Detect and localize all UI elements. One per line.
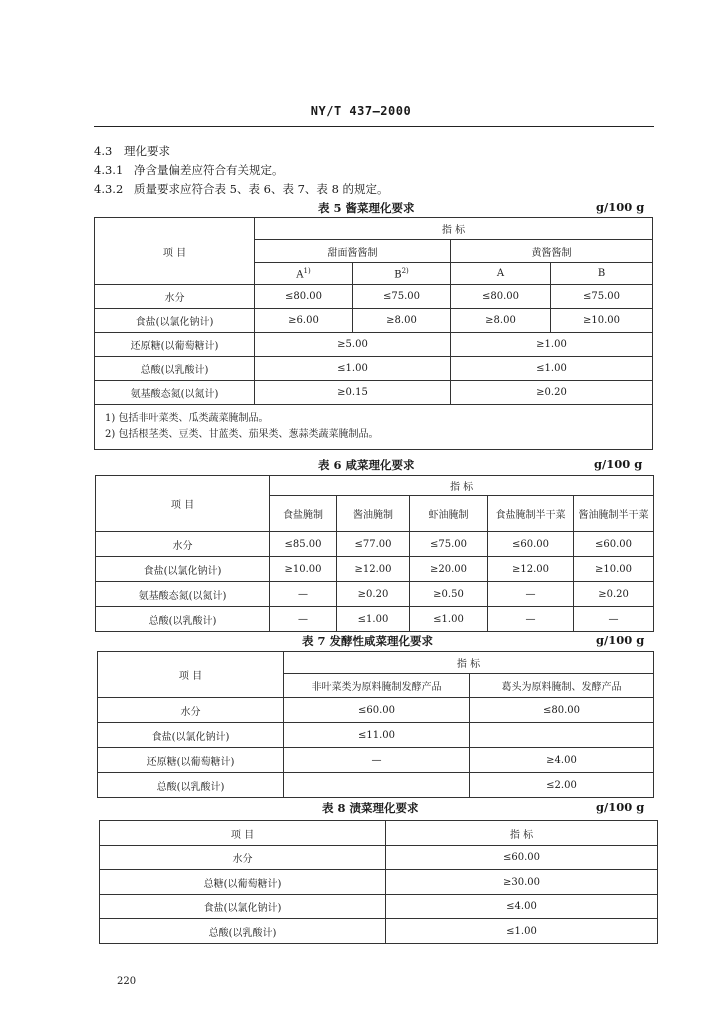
table7 [97, 651, 654, 798]
table7-title: 表 7 发酵性咸菜理化要求 [302, 634, 434, 648]
cell: ≤60.00 [386, 846, 658, 870]
table5-col-a1 [255, 263, 353, 285]
row-label: 氨基酸态氮(以氮计) [96, 582, 270, 607]
row-label: 水分 [95, 285, 255, 309]
table6-item-header: 项 目 [96, 476, 270, 532]
cell: ≤1.00 [410, 607, 488, 632]
footnote-1: 1) 包括非叶菜类、瓜类蔬菜腌制品。 [105, 413, 269, 424]
clause-number: 4.3.2 [94, 182, 124, 196]
cell: ≥0.20 [574, 582, 654, 607]
table7-col-header: 葛头为原料腌制、发酵产品 [470, 674, 654, 698]
table5-indicator-header: 指 标 [255, 218, 653, 240]
cell: ≥0.20 [337, 582, 410, 607]
table5-title: 表 5 酱菜理化要求 [318, 201, 415, 215]
clause-text: 质量要求应符合表 5、表 6、表 7、表 8 的规定。 [134, 182, 389, 196]
table7-unit: g/100 g [596, 633, 645, 647]
table-row [100, 919, 658, 944]
footnote-ref: 2) [401, 266, 409, 275]
cell: ≤1.00 [255, 357, 451, 381]
cell: ≥0.20 [451, 381, 653, 405]
table6-col-header: 食盐腌制 [270, 496, 337, 532]
table6-unit: g/100 g [594, 457, 643, 471]
cell: ≤75.00 [551, 285, 653, 309]
cell: ≥1.00 [451, 333, 653, 357]
table-row [96, 607, 654, 632]
cell: — [488, 607, 574, 632]
cell: ≥0.15 [255, 381, 451, 405]
cell: ≥20.00 [410, 557, 488, 582]
table6-title: 表 6 咸菜理化要求 [318, 458, 415, 472]
table-row [98, 723, 654, 748]
row-label: 总糖(以葡萄糖计) [100, 870, 386, 895]
cell: ≤4.00 [386, 895, 658, 919]
table-row [95, 309, 653, 333]
cell: ≤11.00 [284, 723, 470, 748]
cell: ≤85.00 [270, 532, 337, 557]
cell: ≤60.00 [574, 532, 654, 557]
col-label: B [394, 269, 402, 281]
row-label: 还原糖(以葡萄糖计) [98, 748, 284, 773]
table-row [98, 748, 654, 773]
table-notes [95, 405, 653, 450]
cell: ≥8.00 [353, 309, 451, 333]
table8-unit: g/100 g [596, 800, 645, 814]
table5-group1: 甜面酱酱制 [255, 240, 451, 263]
table7-indicator-header: 指 标 [284, 652, 654, 674]
table6 [95, 475, 654, 632]
table-row [96, 557, 654, 582]
cell: ≥4.00 [470, 748, 654, 773]
row-label: 食盐(以氯化钠计) [95, 309, 255, 333]
cell: ≥8.00 [451, 309, 551, 333]
footnote-2: 2) 包括根茎类、豆类、甘蓝类、茄果类、葱蒜类蔬菜腌制品。 [105, 429, 379, 440]
document-header: NY/T 437—2000 [310, 104, 412, 118]
clause-4-3-2 [94, 181, 389, 197]
row-label: 总酸(以乳酸计) [95, 357, 255, 381]
page-number: 220 [117, 976, 137, 987]
table8-title: 表 8 渍菜理化要求 [322, 801, 419, 815]
cell: ≤1.00 [451, 357, 653, 381]
cell: ≥12.00 [337, 557, 410, 582]
table-row [95, 381, 653, 405]
table5-unit: g/100 g [596, 200, 645, 214]
table7-item-header: 项 目 [98, 652, 284, 698]
table5-item-header: 项 目 [95, 218, 255, 285]
table-row [100, 846, 658, 870]
cell: — [574, 607, 654, 632]
cell: ≥10.00 [574, 557, 654, 582]
row-label: 食盐(以氯化钠计) [100, 895, 386, 919]
row-label: 氨基酸态氮(以氮计) [95, 381, 255, 405]
cell: ≥0.50 [410, 582, 488, 607]
cell: ≤77.00 [337, 532, 410, 557]
cell: ≥5.00 [255, 333, 451, 357]
table6-col-header: 酱油腌制半干菜 [574, 496, 654, 532]
table-row [96, 532, 654, 557]
row-label: 水分 [96, 532, 270, 557]
cell: ≤60.00 [284, 698, 470, 723]
cell: ≤75.00 [353, 285, 451, 309]
row-label: 总酸(以乳酸计) [100, 919, 386, 944]
cell: — [270, 607, 337, 632]
cell [284, 773, 470, 798]
cell: — [488, 582, 574, 607]
cell: ≤80.00 [470, 698, 654, 723]
cell: ≤75.00 [410, 532, 488, 557]
footnotes [95, 405, 653, 450]
table7-col-header: 非叶菜类为原料腌制发酵产品 [284, 674, 470, 698]
cell: ≥10.00 [270, 557, 337, 582]
footnote-ref: 1) [303, 266, 311, 275]
cell: ≤80.00 [451, 285, 551, 309]
table-row [100, 870, 658, 895]
table-row [95, 285, 653, 309]
row-label: 水分 [98, 698, 284, 723]
cell: ≥10.00 [551, 309, 653, 333]
cell: ≤80.00 [255, 285, 353, 309]
clause-4-3-1 [94, 162, 284, 178]
table-row [98, 773, 654, 798]
table8-item-header: 项 目 [100, 821, 386, 846]
clause-number: 4.3.1 [94, 163, 124, 177]
table6-col-header: 食盐腌制半干菜 [488, 496, 574, 532]
cell: — [270, 582, 337, 607]
clause-4-3 [94, 143, 170, 159]
table6-col-header: 酱油腌制 [337, 496, 410, 532]
table8 [99, 820, 658, 944]
row-label: 总酸(以乳酸计) [98, 773, 284, 798]
table-row [95, 333, 653, 357]
row-label: 还原糖(以葡萄糖计) [95, 333, 255, 357]
row-label: 总酸(以乳酸计) [96, 607, 270, 632]
clause-number: 4.3 [94, 144, 113, 158]
table-row [98, 698, 654, 723]
clause-text: 净含量偏差应符合有关规定。 [134, 163, 284, 177]
table6-indicator-header: 指 标 [270, 476, 654, 496]
cell: ≤2.00 [470, 773, 654, 798]
table5-group2: 黄酱酱制 [451, 240, 653, 263]
cell: ≤1.00 [386, 919, 658, 944]
cell: ≤1.00 [337, 607, 410, 632]
table-row [95, 357, 653, 381]
cell [470, 723, 654, 748]
table6-col-header: 虾油腌制 [410, 496, 488, 532]
table5-col-b1 [353, 263, 451, 285]
row-label: 食盐(以氯化钠计) [98, 723, 284, 748]
cell: ≥6.00 [255, 309, 353, 333]
table5-col-a2: A [451, 263, 551, 285]
table8-indicator-header: 指 标 [386, 821, 658, 846]
cell: ≤60.00 [488, 532, 574, 557]
header-rule [94, 126, 654, 127]
row-label: 水分 [100, 846, 386, 870]
table-row [96, 582, 654, 607]
table5 [94, 217, 653, 450]
cell: ≥30.00 [386, 870, 658, 895]
row-label: 食盐(以氯化钠计) [96, 557, 270, 582]
cell: — [284, 748, 470, 773]
table5-col-b2: B [551, 263, 653, 285]
clause-text: 理化要求 [124, 144, 170, 158]
table-row [100, 895, 658, 919]
col-label: A [296, 269, 304, 281]
cell: ≥12.00 [488, 557, 574, 582]
